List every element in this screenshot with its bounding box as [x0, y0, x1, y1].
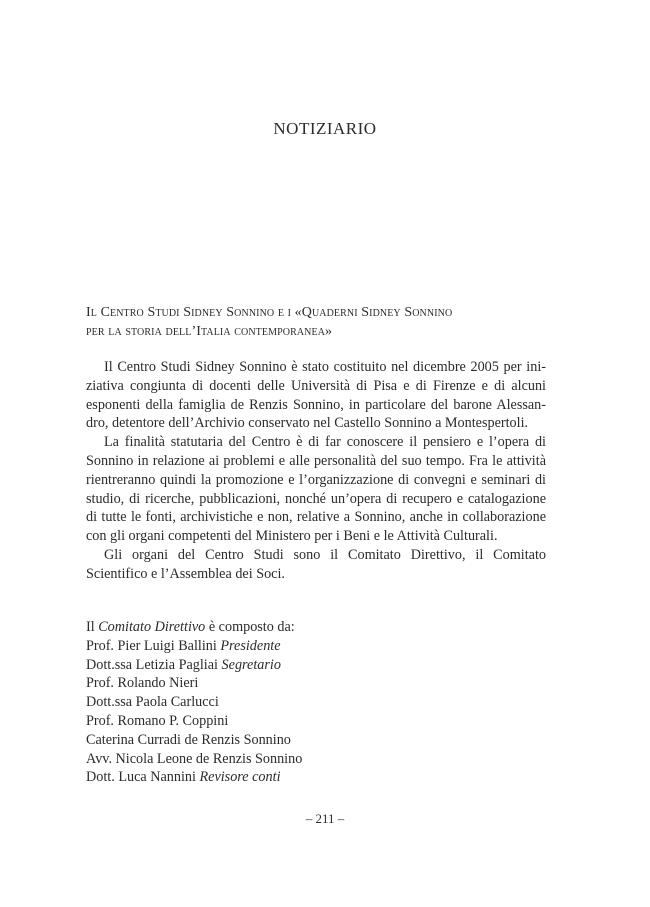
paragraph-founding: Il Centro Studi Sidney Sonnino è stato costituito nel dicembre 2005 per iniziativa congiunta di docenti delle Università di Pisa e di Firenze e di alcuni esponenti della famiglia de Renzis Sonnino, in particolare del barone Alessandro, detentore dell’Archivio conservato nel Castello Sonnino a Montespertoli. — [86, 359, 546, 432]
page-title: NOTIZIARIO — [273, 119, 377, 138]
section-heading-line-2: per la storia dell’Italia contemporanea» — [86, 324, 333, 339]
committee-member — [86, 768, 546, 787]
committee-member — [86, 637, 546, 656]
committee-intro — [86, 618, 546, 637]
committee-list — [86, 618, 546, 787]
section-heading-line-1: Il Centro Studi Sidney Sonnino e i «Quaderni Sidney Sonnino — [86, 305, 453, 320]
member-role: Presidente — [220, 637, 281, 654]
member-name: Avv. Nicola Leone de Renzis Sonnino — [86, 750, 303, 767]
committee-member — [86, 731, 546, 750]
committee-member — [86, 750, 546, 769]
member-name: Prof. Pier Luigi Ballini — [86, 637, 221, 654]
member-name: Dott. Luca Nannini — [86, 769, 200, 786]
member-name: Prof. Romano P. Coppini — [86, 712, 229, 729]
paragraph-organs: Gli organi del Centro Studi sono il Comitato Direttivo, il Comitato Scientifico e l’Assemblea dei Soci. — [86, 546, 546, 582]
committee-intro-prefix: Il — [86, 619, 99, 635]
committee-intro-italic: Comitato Direttivo — [98, 619, 206, 635]
member-name: Dott.ssa Letizia Pagliai — [86, 656, 222, 673]
committee-member — [86, 712, 546, 731]
member-role: Revisore conti — [199, 769, 281, 786]
member-name: Prof. Rolando Nieri — [86, 675, 199, 692]
member-role: Segretario — [221, 656, 281, 673]
committee-member — [86, 656, 546, 675]
body-text — [86, 358, 546, 584]
member-name: Caterina Curradi de Renzis Sonnino — [86, 731, 291, 748]
committee-member — [86, 674, 546, 693]
committee-member — [86, 693, 546, 712]
page-number: – 211 – — [305, 811, 345, 826]
section-heading — [86, 303, 556, 341]
committee-intro-suffix: è composto da: — [205, 619, 295, 635]
member-name: Dott.ssa Paola Carlucci — [86, 694, 219, 711]
paragraph-purpose: La finalità statutaria del Centro è di far conoscere il pensiero e l’opera di Sonnino in relazione ai problemi e alle personalità del suo tempo. Fra le attività rientreranno quindi la promozione e l’organizzazione di convegni e seminari di studio, di ricerche, pubblicazioni, nonché un’opera di recupero e catalogazione di tutte le fonti, archivistiche e non, relative a Sonnino, anche in collaborazione con gli organi competenti del Ministero per i Beni e le Attività Culturali. — [86, 434, 546, 545]
